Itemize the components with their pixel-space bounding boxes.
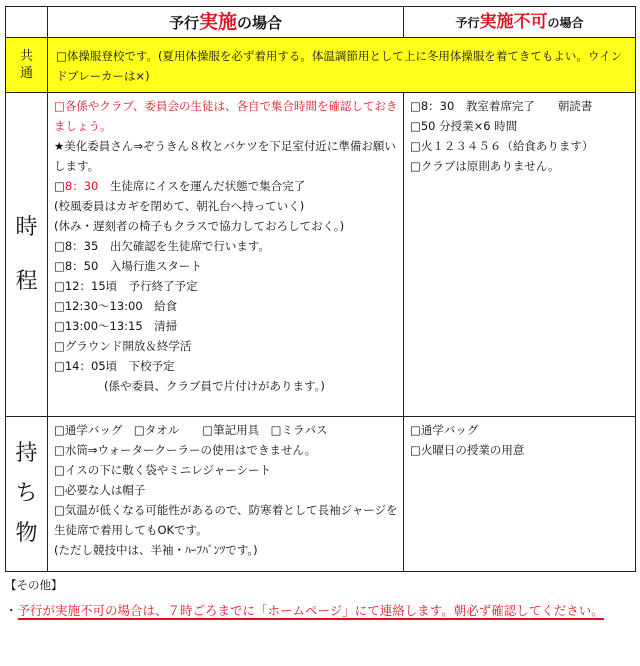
header-row — [6, 7, 636, 38]
header-nogo-red: 実施不可 — [479, 12, 548, 32]
time-nogo-cell — [404, 93, 636, 417]
time-go-line-9: □12:30～13:00 給食 — [54, 299, 178, 313]
items-go-line-1: □通学バッグ □タオル □筆記用具 □ミラパス — [54, 423, 328, 437]
time-label-2: 程 — [15, 268, 38, 294]
items-label — [6, 417, 48, 572]
items-go-line-5: □気温が低くなる可能性があるので、防寒着として長袖ジャージを生徒席で着用してもOKです。 — [54, 503, 398, 537]
items-nogo-line-1: □通学バッグ — [410, 423, 479, 437]
other-notice — [5, 599, 635, 622]
time-go-line-1: □各係やクラブ、委員会の生徒は、各自で集合時間を確認しておきましょう。 — [54, 99, 398, 133]
time-go-line-10: □13:00～13:15 清掃 — [54, 319, 178, 333]
items-nogo-cell — [404, 417, 636, 572]
header-nogo — [404, 7, 636, 38]
header-go-post: の場合 — [237, 14, 283, 32]
common-row — [6, 38, 636, 93]
items-go-line-2: □水筒⇒ウォータークーラーの使用はできません。 — [54, 443, 317, 457]
time-go-line-3 — [54, 176, 399, 196]
time-go-cell — [48, 93, 404, 417]
header-go — [48, 7, 404, 38]
corner-cell — [6, 7, 48, 38]
items-row — [6, 417, 636, 572]
time-go-line-6: □8：35 出欠確認を生徒席で行います。 — [54, 239, 270, 253]
common-label — [6, 38, 48, 93]
items-label-2: ち — [15, 481, 38, 506]
time-nogo-line-2: □50 分授業×6 時間 — [410, 119, 518, 133]
items-label-3: 物 — [15, 521, 38, 546]
assembly-text: 生徒席にイスを運んだ状態で集合完了 — [98, 179, 306, 193]
time-go-line-11: □グラウンド開放＆終学活 — [54, 339, 192, 353]
time-go-line-5: (休み・遅刻者の椅子もクラスで協力しておろしておく。) — [54, 219, 345, 233]
notice-text: 予行が実施不可の場合は、７時ごろまでに「ホームページ」にて連絡します。朝必ず確認してください。 — [17, 603, 604, 618]
time-nogo-line-4: □クラブは原則ありません。 — [410, 159, 560, 173]
common-label-1: 共 — [19, 49, 33, 64]
common-text: □体操服登校です。(夏用体操服を必ず着用する。体温調節用として上に冬用体操服を着てきてもよい。ウインドブレーカーは×) — [48, 38, 636, 93]
time-nogo-line-3: □火１２３４５６（給食あります） — [410, 139, 594, 153]
time-label-1: 時 — [15, 214, 38, 240]
schedule-sheet — [5, 6, 635, 622]
common-label-2: 通 — [19, 66, 33, 81]
items-go-line-3: □イスの下に敷く袋やミニレジャーシート — [54, 463, 272, 477]
header-go-pre: 予行 — [168, 14, 199, 32]
time-label — [6, 93, 48, 417]
bullet-glyph: ・ — [5, 603, 18, 618]
items-nogo-line-2: □火曜日の授業の用意 — [410, 443, 525, 457]
items-go-cell — [48, 417, 404, 572]
time-go-line-2: ★美化委員さん⇒ぞうきん８枚とバケツを下足室付近に準備お願いします。 — [54, 139, 396, 173]
checkbox-glyph: □ — [54, 179, 65, 193]
assembly-time-red: 8：30 — [64, 179, 99, 193]
time-row — [6, 93, 636, 417]
header-nogo-post: の場合 — [547, 16, 584, 30]
other-title: 【その他】 — [5, 578, 63, 592]
time-go-line-12: □14：05頃 下校予定 — [54, 359, 175, 373]
time-go-line-13: (係や委員、クラブ員で片付けがあります。) — [104, 379, 325, 393]
header-nogo-pre: 予行 — [455, 16, 480, 30]
header-go-red: 実施 — [198, 11, 237, 33]
items-label-1: 持 — [15, 441, 38, 466]
items-go-line-6: (ただし競技中は、半袖・ﾊｰﾌﾊﾟﾝﾂです。) — [54, 543, 258, 557]
schedule-table — [5, 6, 636, 572]
time-go-line-4: (校風委員はカギを閉めて、朝礼台へ持っていく) — [54, 199, 305, 213]
time-go-line-8: □12：15頃 予行終了予定 — [54, 279, 198, 293]
time-go-line-7: □8：50 入場行進スタート — [54, 259, 202, 273]
items-go-line-4: □必要な人は帽子 — [54, 483, 146, 497]
time-nogo-line-1: □8：30 教室着席完了 朝読書 — [410, 99, 593, 113]
